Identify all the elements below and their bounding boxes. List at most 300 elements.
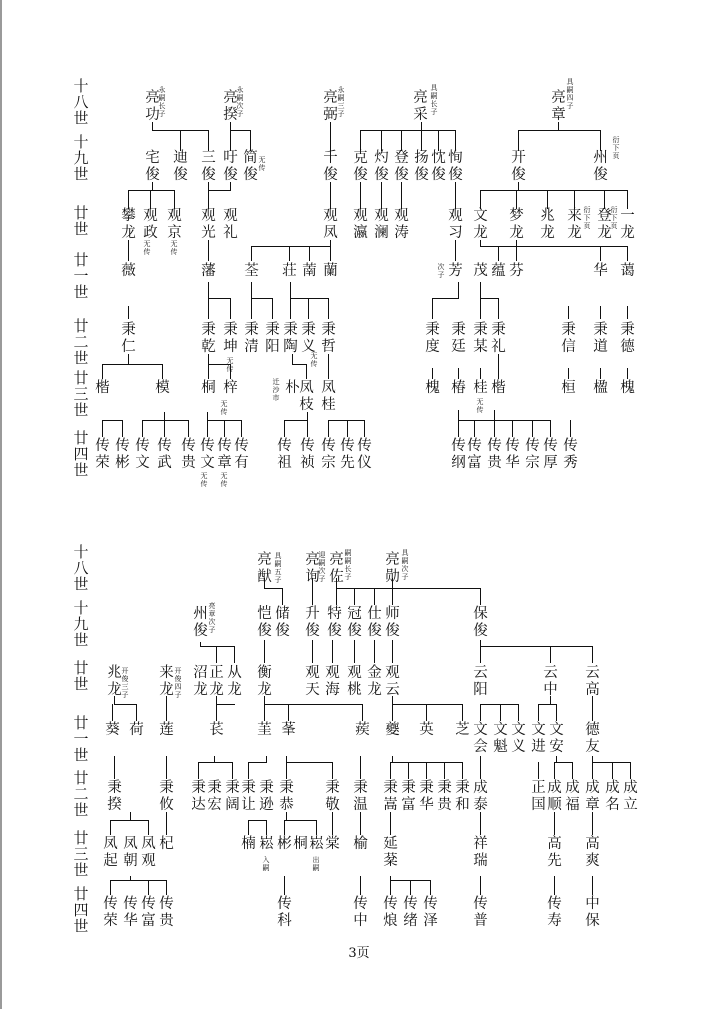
connector-line [364,420,365,437]
connector-line [550,646,551,663]
generation-label: 廿 二 世 [73,317,89,367]
connector-line [286,762,333,763]
person-name: 传 荣 [103,896,118,929]
person-name: 师 俊 [385,606,400,639]
person-name: 观 光 [201,208,216,241]
person-name: 州 俊 [593,150,608,183]
connector-line [241,420,242,437]
person-name: 观 京 [167,208,182,241]
person-name: 秉 礼 [491,322,506,355]
person-name: 传 祯 [300,438,315,471]
connector-line [230,130,251,131]
connector-line [480,298,499,299]
person-name: 德 友 [585,722,600,755]
person-name: 传 先 [340,438,355,471]
connector-line [188,420,189,437]
person-name: 观 涛 [394,208,409,241]
connector-line [592,876,593,895]
connector-line [474,420,475,437]
person-name: 亮 佐 [329,552,344,585]
person-name: 高 先 [547,836,562,869]
person-name: 秉 陶 [283,322,298,355]
person-name: 秉 达 [191,780,206,813]
connector-line [284,876,285,895]
person-name: 楠 [241,836,256,852]
person-name: 沼 龙 [193,665,208,698]
connector-line [592,646,593,663]
person-name: 宅 俊 [145,150,160,183]
person-name: 观 瀛 [353,208,368,241]
person-name: 桐 [201,380,216,396]
person-name: 秉 仁 [121,322,136,355]
connector-line [284,420,308,421]
person-name: 忱 俊 [431,150,446,183]
connector-line [458,368,459,379]
connector-line [498,354,499,379]
connector-line [480,646,593,647]
person-name: 传 文 [200,438,215,471]
connector-line [328,354,329,379]
person-name: 登 俊 [394,150,409,183]
person-name: 亮 弼 [323,90,338,123]
connector-line [455,182,456,209]
person-name: 观 云 [385,665,400,698]
connector-line [330,240,331,261]
person-name: 槐 [620,380,635,396]
generation-label: 廿 三 世 [73,829,89,879]
person-name: 文 进 [531,722,546,755]
person-name: 葵 [105,722,120,738]
connector-line [114,704,137,705]
connector-line [166,696,167,721]
person-name: 传 中 [353,896,368,929]
generation-label: 廿 四 世 [73,885,89,935]
person-name: 文 魁 [493,722,508,755]
person-name: 梦 龙 [509,208,524,241]
person-name: 观 天 [305,665,320,698]
connector-line [251,282,252,319]
person-name: 蔼 [620,263,635,279]
person-name: 秉 道 [593,322,608,355]
person-name: 文 会 [473,722,488,755]
connector-line [360,876,361,895]
person-name: 传 泽 [423,896,438,929]
person-name: 棠 [325,836,340,852]
person-name: 传 宗 [321,438,336,471]
connector-line [480,190,628,191]
connector-line [592,812,593,835]
connector-line [480,756,481,779]
connector-line [438,130,439,151]
person-name: 中 保 [585,896,600,929]
connector-line [592,756,593,779]
connector-line [316,820,317,835]
person-name: 莲 [159,722,174,738]
person-name: 凤 观 [141,836,156,869]
connector-line [426,704,427,721]
connector-line [208,182,209,209]
connector-line [574,190,575,209]
connector-line [568,368,569,379]
person-name: 亮 功 [145,90,160,123]
connector-line [458,420,551,421]
connector-line [480,812,481,835]
connector-line [600,306,601,319]
connector-line [128,240,129,261]
person-name: 秉 阔 [225,780,240,813]
person-name: 恺 俊 [257,606,272,639]
connector-line [512,420,513,437]
connector-line [332,812,333,835]
person-name: 秉 富 [401,780,416,813]
person-name: 吁 俊 [223,150,238,183]
generation-label: 十 八 世 [73,77,89,127]
connector-line [432,298,459,299]
person-name: 云 中 [543,665,558,698]
person-name: 正 国 [531,780,546,813]
connector-line [284,420,285,437]
name-annotation: 开 俊 三 子 [121,667,129,699]
connector-line [110,880,167,881]
person-name: 夔 [385,722,400,738]
connector-line [627,368,628,379]
connector-line [214,756,215,763]
generation-label: 廿 三 世 [73,369,89,419]
person-name: 观 澜 [374,208,389,241]
person-name: 保 俊 [473,606,488,639]
name-annotation: 具 嗣 四 子 [566,78,574,110]
connector-line [272,298,273,319]
connector-line [230,122,231,151]
person-name: 传 华 [505,438,520,471]
person-name: 彬 [277,836,292,852]
name-annotation: 亮 章 次 子 [208,602,216,634]
person-name: 秉 廷 [451,322,466,355]
person-name: 楷 [95,380,110,396]
connector-line [251,298,273,299]
name-annotation: 出 嗣 [312,856,320,872]
person-name: 传 彬 [115,438,130,471]
person-name: 秉 恭 [279,780,294,813]
person-name: 恂 俊 [448,150,463,183]
person-name: 传 绪 [403,896,418,929]
connector-line [234,646,235,663]
connector-line [148,880,149,895]
person-name: 文 龙 [473,208,488,241]
person-name: 州 俊 [193,606,208,639]
person-name: 传 科 [277,896,292,929]
connector-line [498,246,499,261]
connector-line [308,298,309,319]
person-name: 传 贵 [487,438,502,471]
name-annotation: 永 嗣 次 子 [236,86,244,118]
connector-line [538,704,557,705]
person-name: 观 礼 [223,208,238,241]
connector-line [401,182,402,209]
person-name: 千 俊 [323,150,338,183]
person-name: 灼 俊 [374,150,389,183]
person-name: 观 海 [325,665,340,698]
connector-line [516,240,517,261]
connector-line [284,820,285,835]
person-name: 秉 华 [419,780,434,813]
name-annotation: 无 传 [200,472,208,488]
connector-line [102,420,103,437]
connector-line [392,696,393,721]
connector-line [547,190,548,209]
person-name: 秉 乾 [201,322,216,355]
person-name: 传 富 [141,896,156,929]
connector-line [284,820,317,821]
name-annotation: 无 传 [476,398,484,414]
person-name: 亮 询 [305,552,320,585]
person-name: 秉 清 [244,322,259,355]
connector-line [332,762,333,779]
person-name: 凤 桂 [321,380,336,413]
connector-line [142,420,143,437]
name-annotation: 迎 嗣 次 子 [318,551,326,583]
connector-line [200,642,201,647]
person-name: 秉 某 [473,322,488,355]
connector-line [568,306,569,319]
connector-line [354,588,355,605]
connector-line [360,182,361,209]
person-name: 扬 俊 [414,150,429,183]
person-name: 正 龙 [209,665,224,698]
name-annotation: 嗣 嗣 长 子 [344,549,352,581]
person-name: 杞 [159,836,174,852]
connector-line [500,704,501,721]
connector-line [381,182,382,209]
connector-line [444,762,445,779]
person-name: 成 章 [585,780,600,813]
person-name: 传 秀 [563,438,578,471]
person-name: 文 安 [549,722,564,755]
connector-line [408,762,409,779]
person-name: 秉 让 [241,780,256,813]
connector-line [401,130,402,151]
connector-line [330,182,331,209]
person-name: 亮 猷 [257,552,272,585]
connector-line [392,588,481,589]
connector-line [421,122,422,151]
connector-line [266,756,267,763]
connector-line [554,876,555,895]
connector-line [130,812,131,821]
connector-line [518,130,601,131]
connector-line [362,704,363,721]
person-name: 秉 宏 [207,780,222,813]
name-annotation: 具 嗣 五 子 [274,552,282,584]
generation-label: 十 八 世 [73,543,89,593]
connector-line [556,756,557,763]
connector-line [480,704,481,721]
connector-line [518,130,519,151]
person-name: 秉 贵 [437,780,452,813]
connector-line [374,588,375,605]
connector-line [164,412,165,437]
connector-line [480,282,481,319]
person-name: 传 仪 [357,438,372,471]
connector-line [292,364,307,365]
person-name: 储 俊 [275,606,290,639]
connector-line [128,306,129,319]
person-name: 延 棻 [383,836,398,869]
person-name: 芝 [455,722,470,738]
connector-line [480,640,481,663]
connector-line [266,820,267,835]
connector-line [251,246,252,261]
person-name: 三 俊 [201,150,216,183]
connector-line [264,640,265,663]
connector-line [426,762,427,779]
connector-line [207,412,208,437]
person-name: 秉 和 [455,780,470,813]
person-name: 秉 敬 [325,780,340,813]
person-name: 薇 [121,263,136,279]
person-name: 观 政 [143,208,158,241]
connector-line [630,762,631,779]
connector-line [538,704,539,721]
person-name: 秉 德 [620,322,635,355]
connector-line [309,246,310,261]
connector-line [286,756,287,779]
connector-line [390,876,391,895]
connector-line [216,646,217,663]
connector-line [354,640,355,663]
person-name: 秉 阳 [265,322,280,355]
page-number: 3页 [348,946,370,961]
person-name: 楷 [491,380,506,396]
connector-line [330,122,331,151]
connector-line [162,364,163,379]
person-name: 模 [155,380,170,396]
connector-line [612,762,613,779]
person-name: 简 俊 [243,150,258,183]
connector-line [264,696,265,721]
person-name: 秉 温 [353,780,368,813]
connector-line [232,762,233,779]
person-name: 迪 俊 [173,150,188,183]
person-name: 华 [593,263,608,279]
connector-line [390,762,391,779]
name-annotation: 入 嗣 [262,856,270,872]
person-name: 秉 坤 [223,322,238,355]
name-annotation: 无 传 [143,240,151,256]
connector-line [390,812,391,835]
person-name: 芳 [448,263,463,279]
connector-line [248,762,267,763]
connector-line [500,704,519,705]
connector-line [455,240,456,261]
person-name: 秉 攸 [159,780,174,813]
person-name: 凤 朝 [123,836,138,869]
name-annotation: 开 俊 四 子 [174,667,182,699]
connector-line [208,130,209,151]
connector-line [600,130,601,151]
connector-line [336,588,393,589]
person-name: 荷 [129,722,144,738]
connector-line [250,130,251,151]
connector-line [136,704,137,721]
connector-line [600,368,601,379]
person-name: 成 立 [623,780,638,813]
person-name: 传 祖 [277,438,292,471]
person-name: 茂 [473,263,488,279]
person-name: 蕴 [491,263,506,279]
connector-line [347,420,348,437]
person-name: 秉 哲 [321,322,336,355]
connector-line [627,246,628,261]
generation-label: 廿 四 世 [73,429,89,479]
name-annotation: 具 嗣 次 子 [401,549,409,581]
person-name: 传 寿 [547,896,562,929]
connector-line [282,588,283,605]
person-name: 崧 [309,836,324,852]
connector-line [480,190,481,209]
connector-line [572,762,573,779]
connector-line [381,130,382,151]
name-annotation: 无 传 [226,357,234,373]
name-annotation: 永 嗣 三 子 [337,86,345,118]
person-name: 克 俊 [353,150,368,183]
person-name: 传 华 [123,896,138,929]
generation-label: 廿 世 [73,659,89,693]
connector-line [518,704,519,721]
person-name: 传 纲 [451,438,466,471]
person-name: 朴 [285,380,300,396]
person-name: 云 高 [585,665,600,698]
connector-line [360,130,456,131]
connector-line [554,812,555,835]
person-name: 秉 揆 [107,780,122,813]
connector-line [166,756,167,779]
connector-line [198,762,233,763]
connector-line [198,762,199,779]
connector-line [290,298,309,299]
person-name: 衡 龙 [257,665,272,698]
person-name: 传 普 [473,896,488,929]
connector-line [532,420,533,437]
connector-line [604,190,605,209]
connector-line [102,420,123,421]
name-annotation: 无 传 [220,400,228,416]
connector-line [208,298,231,299]
person-name: 秉 嵩 [383,780,398,813]
connector-line [360,812,361,835]
person-name: 传 有 [234,438,249,471]
person-name: 传 厚 [543,438,558,471]
person-name: 文 义 [511,722,526,755]
person-name: 荃 [244,263,259,279]
generation-label: 廿 二 世 [73,769,89,819]
connector-line [332,640,333,663]
connector-line [122,420,123,437]
connector-line [248,820,249,835]
person-name: 桓 [561,380,576,396]
person-name: 传 烺 [383,896,398,929]
person-name: 桐 [293,836,308,852]
person-name: 观 习 [448,208,463,241]
connector-line [142,420,189,421]
person-name: 从 龙 [227,665,242,698]
connector-line [480,588,481,605]
connector-line [208,354,209,379]
person-name: 传 贵 [181,438,196,471]
person-name: 来 龙 [159,665,174,698]
connector-line [288,704,289,721]
name-annotation: 衍 下 页 [583,206,591,230]
